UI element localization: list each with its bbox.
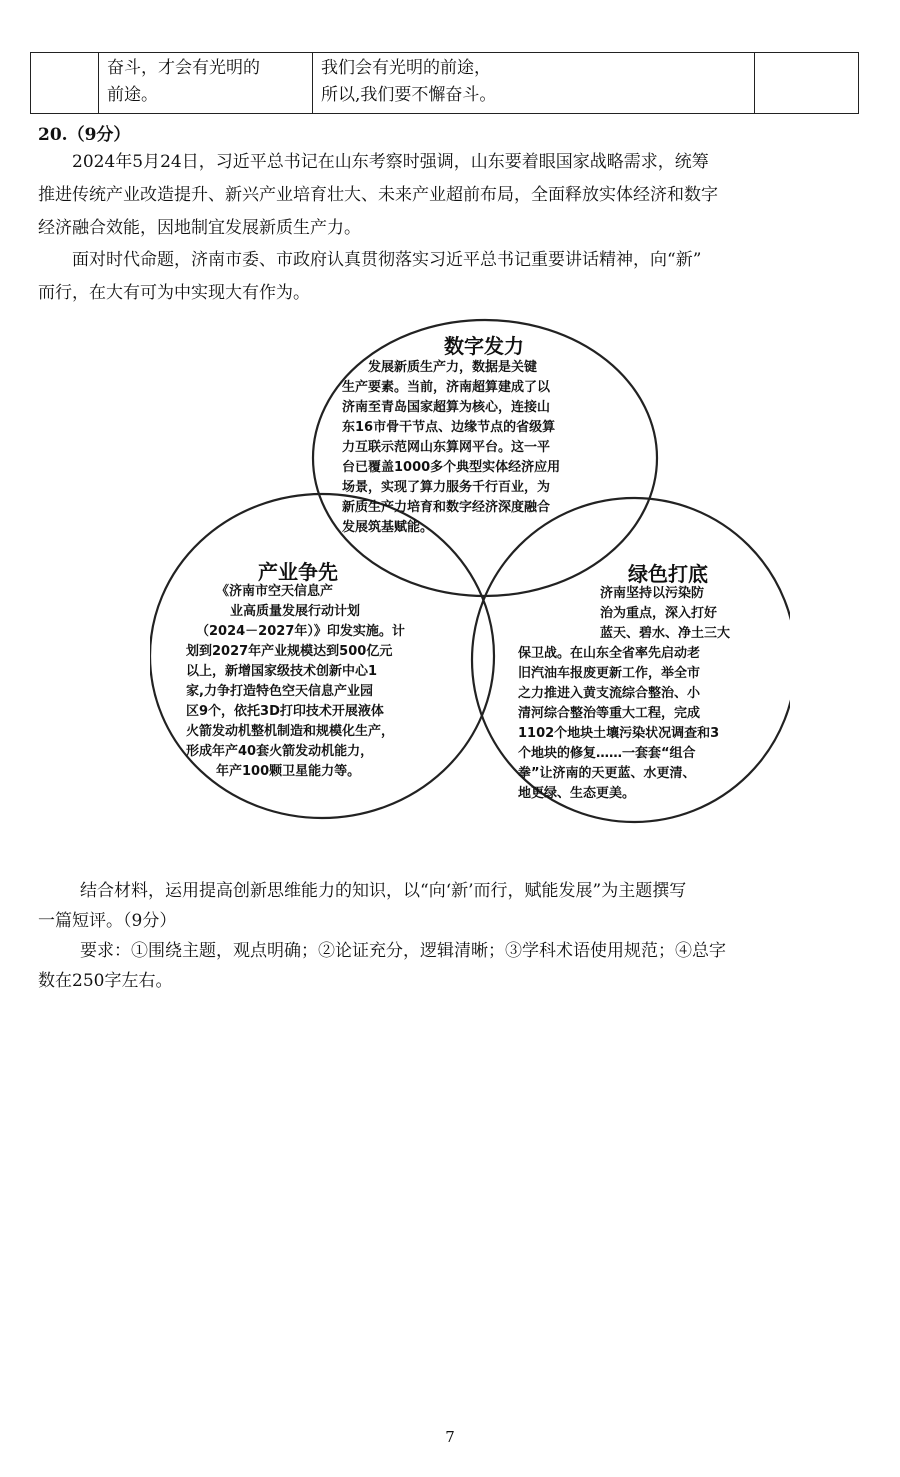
paragraph-line: 推进传统产业改造提升、新兴产业培育壮大、未来产业超前布局，全面释放实体经济和数字 bbox=[38, 185, 718, 205]
question-title: 20.（9分） bbox=[38, 125, 131, 145]
paragraph-line: 2024年5月24日，习近平总书记在山东考察时强调，山东要着眼国家战略需求，统筹 bbox=[72, 152, 709, 172]
task-instructions bbox=[38, 876, 850, 996]
text-line: 拳”让济南的天更蓝、水更清、 bbox=[518, 766, 696, 781]
table-cell-empty-right bbox=[755, 53, 859, 114]
task-line: 数在250字左右。 bbox=[38, 971, 173, 991]
paragraph-line: 面对时代命题，济南市委、市政府认真贯彻落实习近平总书记重要讲话精神，向“新” bbox=[72, 250, 702, 270]
text-line: 以上，新增国家级技术创新中心1 bbox=[186, 664, 378, 679]
text-line: 新质生产力培育和数字经济深度融合 bbox=[342, 500, 551, 515]
circle-title-green: 绿色打底 bbox=[628, 562, 708, 586]
text-line: 地更绿、生态更美。 bbox=[518, 786, 636, 801]
text-line: 1102个地块土壤污染状况调查和3 bbox=[518, 726, 720, 741]
text-line: 力互联示范网山东算网平台。这一平 bbox=[342, 440, 551, 455]
answer-table bbox=[30, 52, 859, 114]
text-line: （2024－2027年）》印发实施。计 bbox=[196, 624, 405, 639]
text-line: 蓝天、碧水、净土三大 bbox=[600, 626, 731, 641]
circle-text-digital bbox=[342, 358, 560, 538]
text-line: 年产100颗卫星能力等。 bbox=[216, 764, 361, 779]
text-line: 济南至青岛国家超算为核心，连接山 bbox=[342, 400, 551, 415]
text-line: 火箭发动机整机制造和规模化生产， bbox=[186, 724, 395, 739]
paragraph-line: 而行，在大有可为中实现大有作为。 bbox=[38, 283, 310, 303]
text-line: 济南坚持以污染防 bbox=[600, 586, 705, 601]
circle-text-green bbox=[518, 584, 730, 804]
text-line: 个地块的修复……一套套“组合 bbox=[518, 746, 696, 761]
text-line: 清河综合整治等重大工程，完成 bbox=[518, 706, 701, 721]
text-line: 区9个，依托3D打印技术开展液体 bbox=[186, 704, 384, 719]
task-line: 要求：①围绕主题，观点明确；②论证充分，逻辑清晰；③学科术语使用规范；④总字 bbox=[80, 941, 726, 961]
text-line: 保卫战。在山东全省率先启动老 bbox=[518, 646, 701, 661]
text-line: 东16市骨干节点、边缘节点的省级算 bbox=[342, 420, 556, 435]
text-line: 业高质量发展行动计划 bbox=[230, 604, 361, 619]
text-line: 发展筑基赋能。 bbox=[342, 520, 434, 535]
text-line: 场景，实现了算力服务千行百业，为 bbox=[342, 480, 551, 495]
text-line: 发展新质生产力，数据是关键 bbox=[368, 360, 538, 375]
table-cell-line: 所以,我们要不懈奋斗。 bbox=[321, 85, 497, 105]
table-cell-line: 我们会有光明的前途， bbox=[321, 58, 491, 78]
question-paragraph-2 bbox=[38, 244, 850, 310]
task-line: 一篇短评。（9分） bbox=[38, 911, 177, 931]
venn-diagram bbox=[150, 318, 790, 838]
text-line: 治为重点，深入打好 bbox=[600, 606, 718, 621]
table-cell-empty-left bbox=[31, 53, 99, 114]
table-cell-reasoning bbox=[313, 53, 755, 114]
text-line: 台已覆盖1000多个典型实体经济应用 bbox=[342, 460, 561, 475]
paragraph-line: 经济融合效能，因地制宜发展新质生产力。 bbox=[38, 218, 361, 238]
table-cell-statement bbox=[99, 53, 313, 114]
text-line: 形成年产40套火箭发动机能力， bbox=[186, 744, 374, 759]
task-line: 结合材料，运用提高创新思维能力的知识，以“向‘新’而行，赋能发展”为主题撰写 bbox=[80, 881, 687, 901]
text-line: 之力推进入黄支流综合整治、小 bbox=[518, 686, 701, 701]
text-line: 旧汽油车报废更新工作，举全市 bbox=[518, 666, 701, 681]
text-line: 《济南市空天信息产 bbox=[216, 584, 334, 599]
table-row bbox=[31, 53, 859, 114]
table-cell-line: 奋斗，才会有光明的 bbox=[107, 58, 260, 78]
text-line: 生产要素。当前，济南超算建成了以 bbox=[342, 380, 551, 395]
text-line: 家,力争打造特色空天信息产业园 bbox=[186, 684, 373, 699]
circle-title-industry: 产业争先 bbox=[258, 560, 338, 584]
circle-text-industry bbox=[186, 582, 405, 782]
question-paragraph-1 bbox=[38, 146, 850, 245]
text-line: 划到2027年产业规模达到500亿元 bbox=[186, 644, 393, 659]
table-cell-line: 前途。 bbox=[107, 85, 158, 105]
page-number: 7 bbox=[445, 1428, 455, 1446]
circle-title-digital: 数字发力 bbox=[444, 334, 524, 358]
